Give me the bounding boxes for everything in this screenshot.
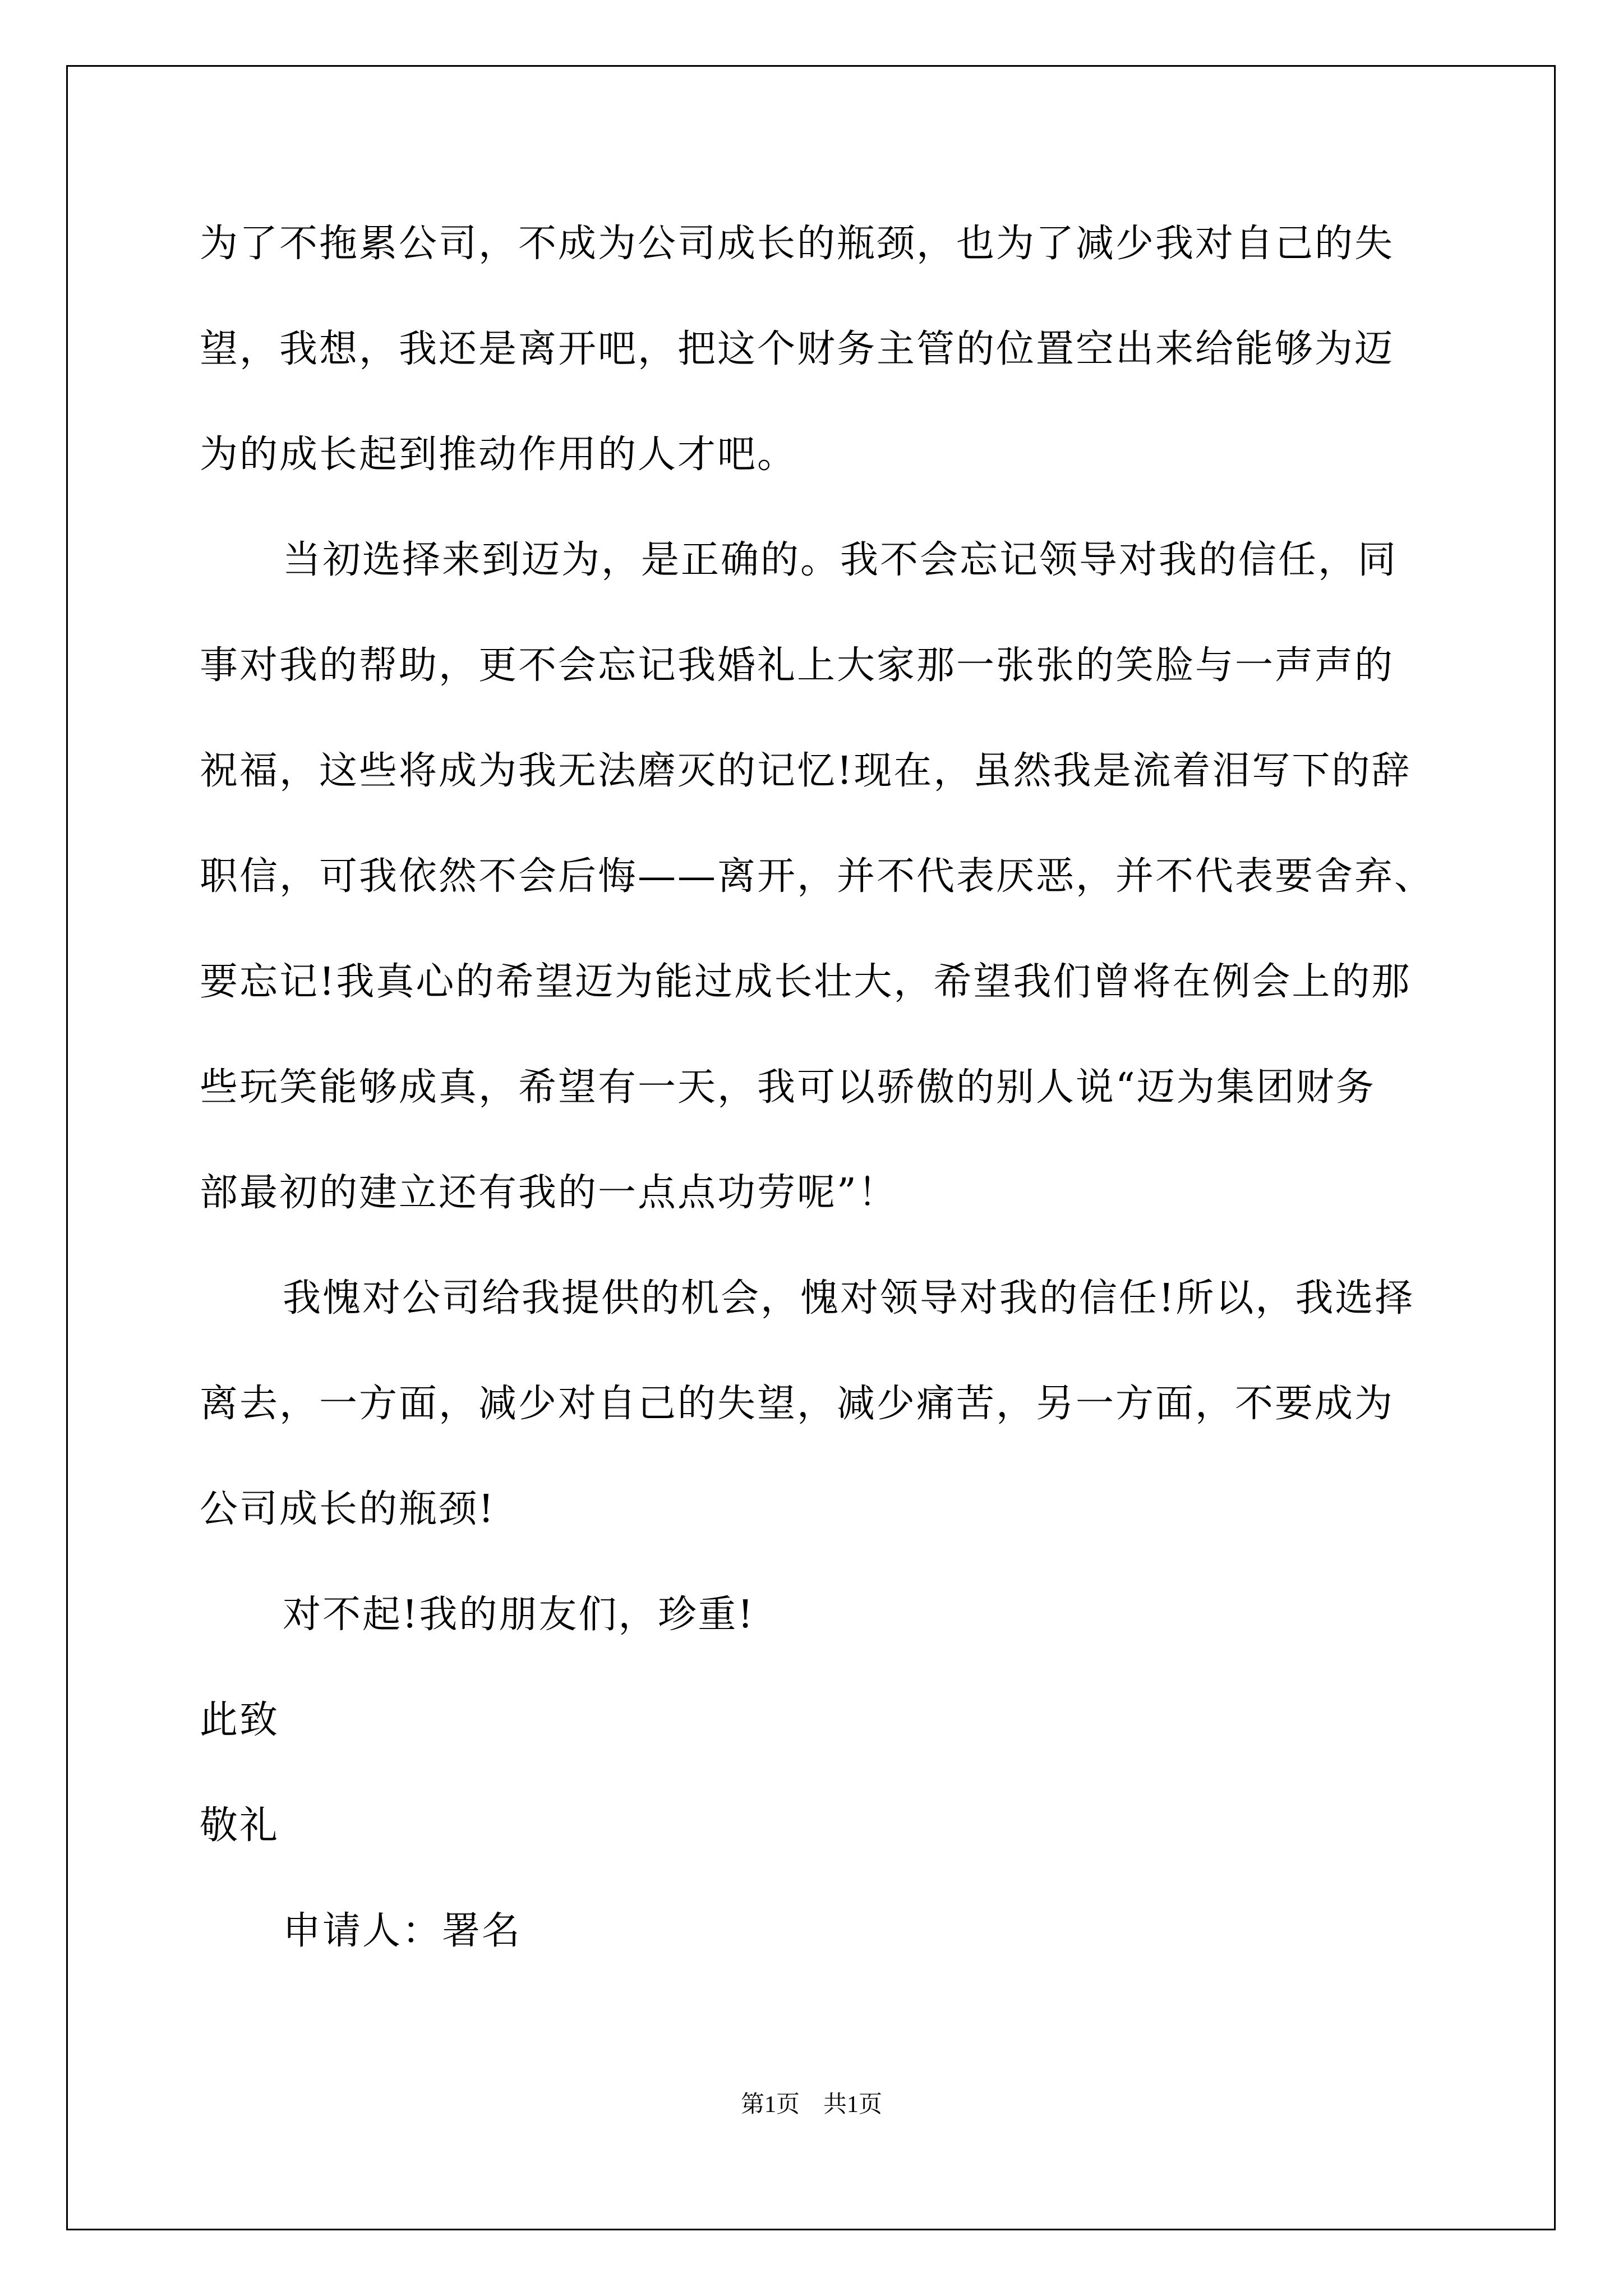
text-line: 祝福，这些将成为我无法磨灭的记忆!现在，虽然我是流着泪写下的辞 xyxy=(200,749,1412,793)
text-line: 职信，可我依然不会后悔——离开，并不代表厌恶，并不代表要舍弃、 xyxy=(200,854,1435,899)
salutation-line: 敬礼 xyxy=(200,1803,280,1848)
paragraph-start-line: 我愧对公司给我提供的机会，愧对领导对我的信任!所以，我选择 xyxy=(283,1276,1415,1320)
text-line: 部最初的建立还有我的一点点功劳呢”！ xyxy=(200,1171,898,1215)
text-line: 望，我想，我还是离开吧，把这个财务主管的位置空出来给能够为迈 xyxy=(200,327,1395,371)
text-line: 公司成长的瓶颈! xyxy=(200,1487,496,1531)
text-line: 要忘记!我真心的希望迈为能过成长壮大，希望我们曾将在例会上的那 xyxy=(200,960,1412,1004)
text-line: 事对我的帮助，更不会忘记我婚礼上大家那一张张的笑脸与一声声的 xyxy=(200,643,1395,688)
paragraph-start-line: 当初选择来到迈为，是正确的。我不会忘记领导对我的信任，同 xyxy=(283,538,1398,582)
text-line: 为的成长起到推动作用的人才吧。 xyxy=(200,432,797,477)
salutation-line: 此致 xyxy=(200,1698,280,1742)
text-line: 离去，一方面，减少对自己的失望，减少痛苦，另一方面，不要成为 xyxy=(200,1382,1395,1426)
closing-line: 对不起!我的朋友们，珍重! xyxy=(283,1593,755,1637)
text-line: 些玩笑能够成真，希望有一天，我可以骄傲的别人说“迈为集团财务 xyxy=(200,1065,1376,1110)
page-number: 第1页 共1页 xyxy=(740,2092,882,2118)
text-line: 为了不拖累公司，不成为公司成长的瓶颈，也为了减少我对自己的失 xyxy=(200,222,1395,266)
signature-line: 申请人：署名 xyxy=(283,1909,522,1953)
